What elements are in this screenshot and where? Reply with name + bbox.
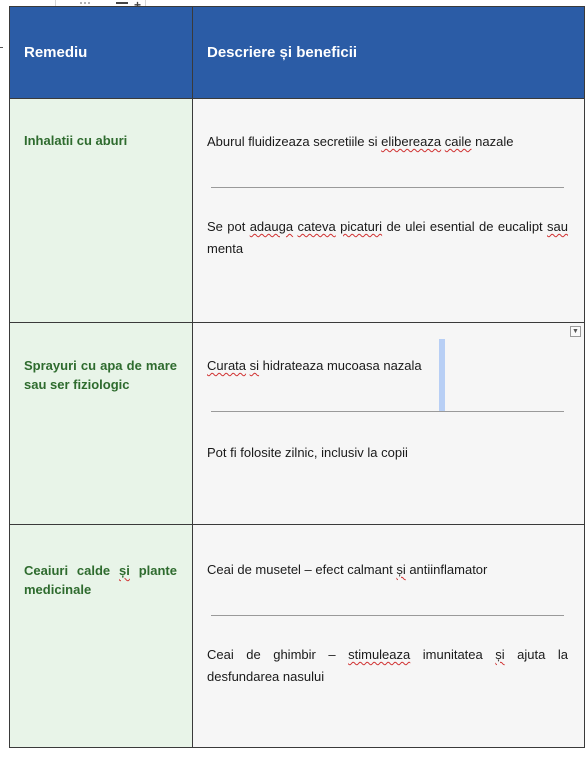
spellcheck-word: caile bbox=[444, 134, 472, 149]
remedy-description-cell[interactable] bbox=[193, 99, 585, 323]
left-margin-marker bbox=[0, 47, 3, 48]
remedy-name-cell[interactable] bbox=[10, 323, 193, 525]
remedy-description-cell[interactable] bbox=[193, 323, 585, 525]
remedies-table bbox=[9, 6, 585, 748]
description-line bbox=[193, 323, 584, 377]
text-run: plante medicinale bbox=[24, 563, 177, 597]
description-line bbox=[193, 525, 584, 581]
description-line bbox=[193, 412, 584, 464]
text-run: imunitatea bbox=[410, 647, 496, 662]
spellcheck-word: stimuleaza bbox=[348, 647, 411, 662]
spellcheck-word: cateva bbox=[297, 219, 336, 234]
remedy-name-cell[interactable] bbox=[10, 525, 193, 748]
spellcheck-word: sau bbox=[547, 219, 568, 234]
text-run: Se pot bbox=[207, 219, 250, 234]
spellcheck-word: Curata bbox=[207, 358, 247, 373]
spellcheck-word: și bbox=[119, 563, 130, 578]
table-row bbox=[10, 525, 585, 748]
spellcheck-word: adauga bbox=[249, 219, 294, 234]
spellcheck-word: picaturi bbox=[340, 219, 383, 234]
text-run: ajuta la desfundarea nasului bbox=[207, 647, 568, 684]
description-line bbox=[193, 616, 584, 688]
table-row bbox=[10, 99, 585, 323]
text-run: menta bbox=[207, 241, 244, 256]
text-run: Pot fi folosite zilnic, inclusiv la copii bbox=[207, 445, 408, 460]
spellcheck-word: elibereaza bbox=[381, 134, 442, 149]
text-run: Ceaiuri calde bbox=[24, 563, 120, 578]
description-line bbox=[193, 188, 584, 260]
spellcheck-word: si bbox=[249, 358, 260, 373]
text-run: Ceai de musetel – efect calmant bbox=[207, 562, 397, 577]
remedy-name: Sprayuri cu apa de mare sau ser fiziologic bbox=[24, 358, 177, 392]
text-run: antiinflamator bbox=[405, 562, 488, 577]
header-cell-description[interactable] bbox=[193, 7, 585, 99]
text-run: Ceai de ghimbir – bbox=[207, 647, 349, 662]
spellcheck-word: și bbox=[396, 562, 406, 577]
text-run: Aburul fluidizeaza secretiile si bbox=[207, 134, 382, 149]
spellcheck-word: și bbox=[495, 647, 505, 662]
text-run: hidrateaza mucoasa nazala bbox=[259, 358, 422, 373]
remedy-name: Inhalatii cu aburi bbox=[24, 133, 128, 148]
text-cursor bbox=[439, 339, 445, 411]
remedy-name-cell[interactable] bbox=[10, 99, 193, 323]
dropdown-arrow-icon[interactable]: ▼ bbox=[570, 326, 581, 337]
header-remedy: Remediu bbox=[24, 44, 88, 61]
text-run: de ulei esential de eucalipt bbox=[382, 219, 548, 234]
table-header-row bbox=[10, 7, 585, 99]
header-description: Descriere și beneficii bbox=[207, 44, 358, 61]
text-run: nazale bbox=[471, 134, 514, 149]
description-line bbox=[193, 99, 584, 153]
remedy-name bbox=[10, 525, 192, 599]
table-row bbox=[10, 323, 585, 525]
header-cell-remedy[interactable] bbox=[10, 7, 193, 99]
remedy-description-cell[interactable] bbox=[193, 525, 585, 748]
